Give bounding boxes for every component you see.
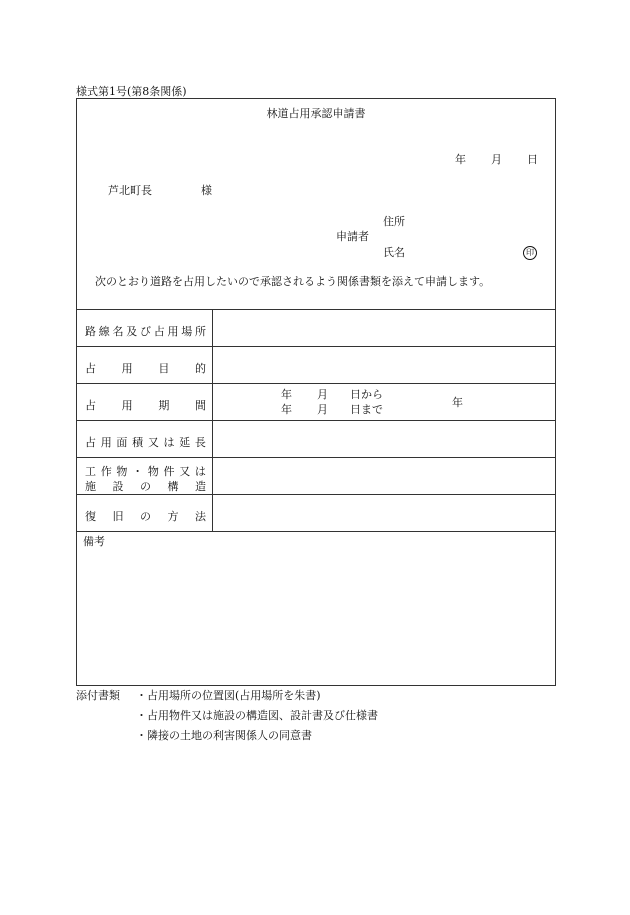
purpose-label-char: 目 <box>158 362 170 375</box>
structure-label-char: 物 <box>116 465 128 478</box>
period-label-char: 期 <box>158 399 170 412</box>
restore-label-char: 旧 <box>112 510 124 523</box>
area-label-char: 積 <box>132 436 144 449</box>
structure-label-char: 件 <box>163 465 175 478</box>
structure-label-char: 作 <box>100 465 112 478</box>
period-label-char: 間 <box>194 399 206 412</box>
statement-text: 次のとおり道路を占用したいので承認されるよう関係書類を添えて申請します。 <box>95 275 491 288</box>
form-number-label: 様式第1号(第8条関係) <box>76 85 187 98</box>
structure-label-char: 設 <box>112 480 124 493</box>
period-from-day: 日から <box>350 388 383 401</box>
period-label-char: 用 <box>121 399 133 412</box>
restore-label-char: の <box>140 510 151 523</box>
restore-label-char: 法 <box>195 510 206 523</box>
row-period <box>77 383 555 421</box>
structure-label-char: 工 <box>85 465 96 478</box>
attachment-item: ・占用場所の位置図(占用場所を朱書) <box>136 689 321 702</box>
purpose-label-char: 的 <box>194 362 206 375</box>
structure-label-char: は <box>194 465 206 478</box>
row-restoration-method <box>77 494 555 532</box>
address-label: 住所 <box>383 215 405 228</box>
route-label-char: 線 <box>98 325 110 338</box>
purpose-label-char: 用 <box>121 362 133 375</box>
remarks-label: 備考 <box>83 535 105 548</box>
structure-label-char: 構 <box>167 480 179 493</box>
area-label-char: 又 <box>147 436 159 449</box>
form-title: 林道占用承認申請書 <box>266 107 366 120</box>
structure-label-char: の <box>140 480 151 493</box>
area-label-char: 面 <box>116 436 128 449</box>
attachments-label: 添付書類 <box>76 689 120 702</box>
route-label-char: 占 <box>153 325 165 338</box>
period-to-day: 日まで <box>350 403 383 416</box>
route-label-char: 路 <box>85 325 96 338</box>
structure-label-char: 又 <box>179 465 191 478</box>
row-area-length <box>77 420 555 458</box>
route-label-char: 名 <box>112 325 124 338</box>
applicant-label: 申請者 <box>336 230 369 243</box>
route-label-char: 所 <box>195 325 206 338</box>
period-label-char: 占 <box>85 399 96 412</box>
structure-label-char: 造 <box>195 480 206 493</box>
name-label: 氏名 <box>383 246 405 259</box>
date-year: 年 <box>455 153 466 166</box>
attachment-item: ・占用物件又は施設の構造図、設計書及び仕様書 <box>136 709 378 722</box>
area-label-char: 延 <box>179 436 191 449</box>
period-from-month: 月 <box>317 388 328 401</box>
purpose-label-char: 占 <box>85 362 96 375</box>
seal-mark-icon <box>523 246 537 260</box>
date-day: 日 <box>527 153 538 166</box>
addressee-honorific: 様 <box>201 184 212 197</box>
application-form <box>76 98 556 686</box>
structure-label-char: 施 <box>85 480 96 493</box>
area-label-char: は <box>163 436 175 449</box>
date-month: 月 <box>491 153 502 166</box>
period-to-year: 年 <box>281 403 292 416</box>
row-route-location <box>77 309 555 347</box>
area-label-char: 長 <box>194 436 206 449</box>
route-label-char: 及 <box>126 325 138 338</box>
restore-label-char: 方 <box>167 510 179 523</box>
restore-label-char: 復 <box>85 510 96 523</box>
period-to-month: 月 <box>317 403 328 416</box>
route-label-char: 場 <box>181 325 193 338</box>
route-label-char: び <box>140 325 151 338</box>
area-label-char: 用 <box>100 436 112 449</box>
period-from-year: 年 <box>281 388 292 401</box>
row-purpose <box>77 346 555 384</box>
row-structure <box>77 457 555 495</box>
structure-label-char: 物 <box>147 465 159 478</box>
period-duration-year: 年 <box>452 396 463 409</box>
structure-label-char: ・ <box>132 465 144 478</box>
seal-mark-text: 印 <box>523 246 537 260</box>
remarks-section <box>77 531 555 686</box>
route-label-char: 用 <box>167 325 179 338</box>
addressee-name: 芦北町長 <box>108 184 152 197</box>
attachment-item: ・隣接の土地の利害関係人の同意書 <box>136 729 312 742</box>
area-label-char: 占 <box>85 436 96 449</box>
